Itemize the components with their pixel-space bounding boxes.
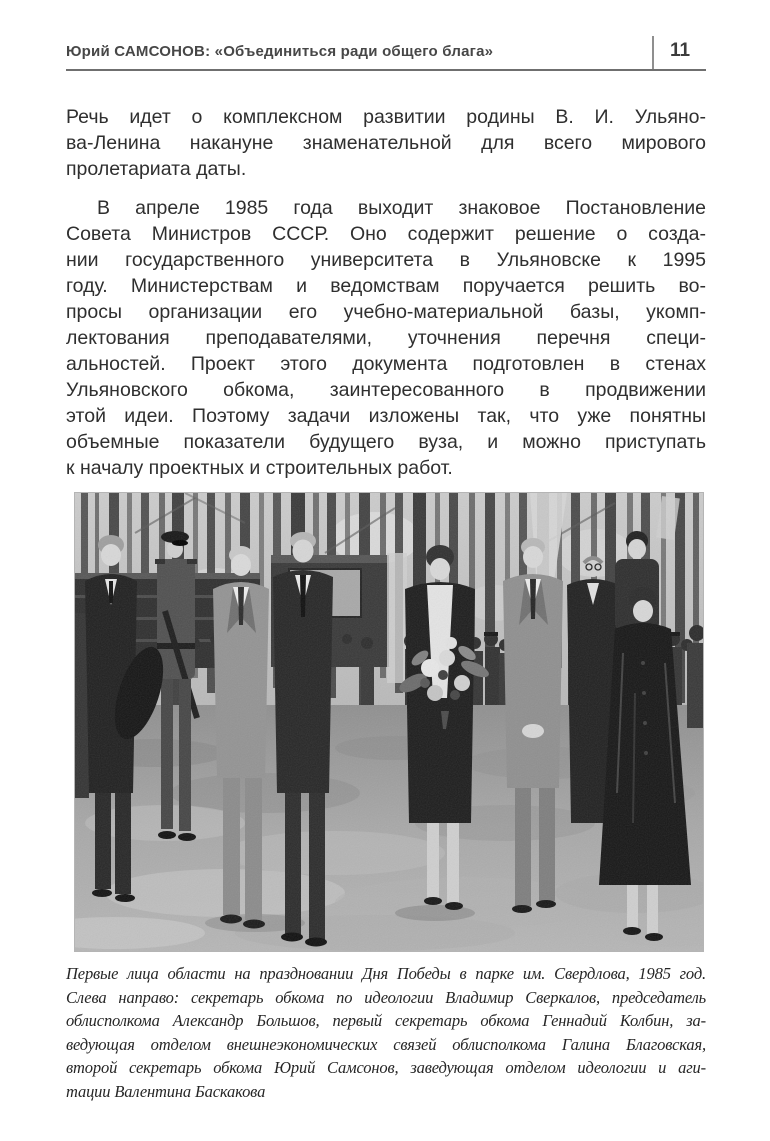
text-line: пролетариата даты. (66, 158, 247, 180)
text-line: второй секретарь обкома Юрий Самсонов, заведующая отделом идеологии и аги- (66, 1058, 706, 1077)
page-header (66, 27, 706, 71)
page-number: 11 (669, 40, 691, 61)
text-line: Первые лица области на праздновании Дня Победы в парке им. Свердлова, 1985 год. (66, 964, 706, 983)
body-text (66, 104, 706, 481)
text-line: облисполкома Александр Большов, первый секретарь обкома Геннадий Колбин, за- (66, 1011, 706, 1030)
paragraph-2 (66, 195, 706, 481)
text-line: ведующая отделом внешнеэкономических связей облисполкома Галина Благовская, (66, 1034, 706, 1054)
text-line: к началу проектных и строительных работ. (66, 457, 453, 479)
text-line: Ульяновского обкома, заинтересованного в продвижении (66, 379, 706, 401)
photo-caption (66, 962, 706, 1103)
photo-grain (75, 493, 703, 951)
paragraph-1 (66, 104, 706, 182)
text-line: альностей. Проект этого документа подготовлен в стенах (66, 353, 706, 375)
text-line: этой идеи. Поэтому задачи изложены так, что уже понятны (66, 405, 706, 427)
text-line: году. Министерствам и ведомствам поручается решить во- (66, 275, 706, 297)
photo (75, 493, 703, 951)
text-line: В апреле 1985 года выходит знаковое Постановление (97, 197, 706, 219)
text-line: нии государственного университета в Ульяновске к 1995 (66, 249, 706, 271)
text-line: тации Валентина Баскакова (66, 1081, 266, 1101)
text-line: Совета Министров СССР. Оно содержит решение о созда- (66, 223, 706, 245)
text-line: объемные показатели будущего вуза, и можно приступать (66, 431, 706, 453)
text-line: ва-Ленина накануне знаменательной для всего мирового (66, 132, 706, 154)
text-line: лектования преподавателями, уточнения перечня специ- (66, 327, 706, 349)
text-line: Слева направо: секретарь обкома по идеологии Владимир Сверкалов, председатель (66, 987, 706, 1007)
running-title: Юрий САМСОНОВ: «Объединиться ради общего блага» (66, 43, 494, 60)
text-line: просы организации его учебно-материальной базы, укомп- (66, 301, 706, 323)
text-line: Речь идет о комплексном развитии родины В. И. Ульяно- (66, 106, 706, 128)
